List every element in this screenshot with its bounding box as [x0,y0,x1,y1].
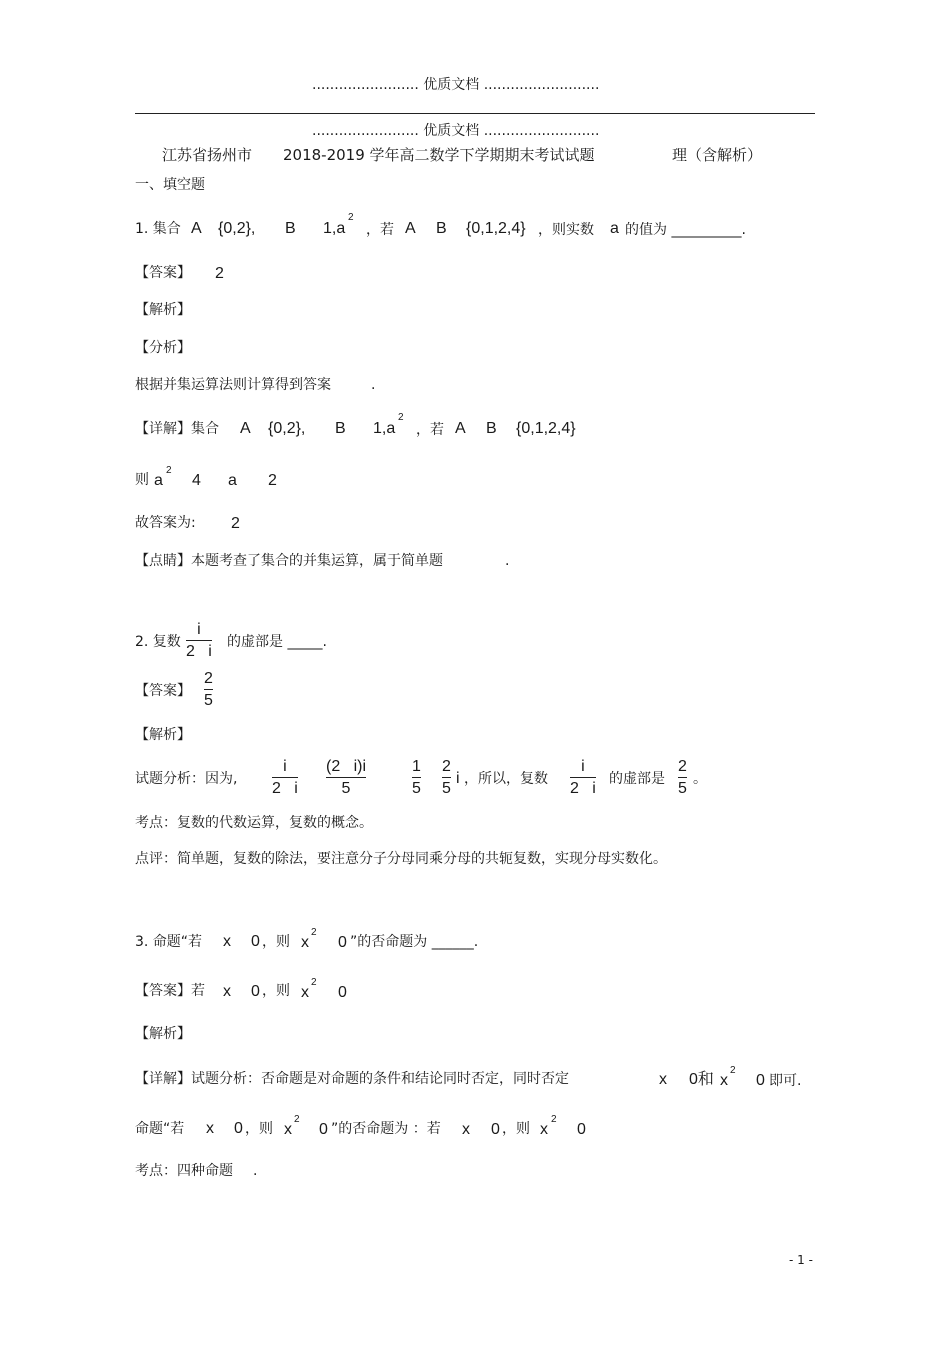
q3-line2-mid: ”的否命题为 ：若 [331,1121,441,1137]
q2-frac5-bar [570,777,596,778]
q3-then: ，则 [262,934,290,950]
q3-line2-zero: 0 [234,1120,243,1137]
doc-title-part2: 2018-2019 学年高二数学下学期期末考试试题 [283,146,595,164]
q2-frac4-denominator: 5 [442,780,451,797]
q2-fraction-denominator: 2 i [186,643,212,660]
q2-frac1-numerator: i [283,758,287,775]
q1-fenxi-label: 【分析】 [135,340,191,356]
q3-answer-exponent: 2 [311,977,317,988]
q2-imag-unit: i [456,770,460,787]
q1-setA: {0,2}, [218,220,256,237]
q3-line2-x4: x [540,1121,548,1138]
q1-then-4: 4 [192,472,201,489]
q3-detail-zero2: 0 [756,1072,765,1089]
q2-explain-frac6 [678,757,687,798]
page-number: - 1 - [789,1253,813,1267]
q1-answer: 2 [215,265,224,282]
q3-line2-exponent2: 2 [551,1114,557,1125]
q3-kaodian: 考点：四种命题 [135,1163,233,1179]
q3-line2-x3: x [462,1121,470,1138]
q2-answer-fraction [204,669,213,710]
q3-analysis-label: 【解析】 [135,1026,191,1042]
q1-var: a [610,220,619,237]
q2-so-text: ，所以，复数 [464,771,548,787]
q2-fraction [186,620,212,661]
q1-detail-B: B [335,420,346,437]
q1-if: ，若 [366,222,394,238]
q2-frac6-numerator: 2 [678,758,687,775]
q1-detail-setA: {0,2}, [268,420,306,437]
q2-frac4-bar [442,777,451,778]
q2-frac2-bar [326,777,366,778]
q1-detail-setB: 1,a [373,420,396,437]
q1-comment: 【点睛】本题考查了集合的并集运算，属于简单题 [135,553,443,569]
q3-answer-x: x [223,983,231,1000]
q1-detail-label: 【详解】集合 [135,421,219,437]
q1-B2: B [436,220,447,237]
q1-B: B [285,220,296,237]
q1-exponent: 2 [348,212,354,223]
q3-x2: x [301,934,309,951]
q2-explain-frac5 [570,757,596,798]
q3-line2-prefix: 命题“若 [135,1121,185,1137]
q2-dianping: 点评：简单题，复数的除法，要注意分子分母同乘分母的共轭复数，实现分母实数化。 [135,851,667,867]
q3-detail-zero-and: 0和 [689,1071,714,1088]
header-rule [135,113,815,114]
q3-line2-zero2: 0 [319,1121,328,1138]
q1-then-a: a [154,472,163,489]
q2-frac5-denominator: 2 i [570,780,596,797]
q2-kaodian: 考点：复数的代数运算，复数的概念。 [135,815,373,831]
q3-answer-x2: x [301,984,309,1001]
q3-answer-zero2: 0 [338,984,347,1001]
q3-kaodian-dot: . [253,1163,258,1179]
q1-A2: A [405,220,416,237]
q1-so-value: 2 [231,515,240,532]
q2-frac5-numerator: i [581,758,585,775]
top-watermark: ........................ 优质文档 .......................... [312,77,600,93]
q3-line2-zero4: 0 [577,1121,586,1138]
q2-answer-label: 【答案】 [135,683,191,699]
q1-tail: ，则实数 [538,222,594,238]
q2-explain-label: 试题分析：因为, [135,771,238,787]
section-heading: 一、填空题 [135,177,205,193]
q1-detail-if: ，若 [416,422,444,438]
q2-answer-denominator: 5 [204,692,213,709]
q1-prefix: 1. 集合 [135,221,181,237]
q2-frac3-numerator: 1 [412,758,421,775]
q1-then-a2: a [228,472,237,489]
q1-then-2: 2 [268,472,277,489]
q3-detail-x: x [659,1071,667,1088]
q2-tail: 的虚部是 _____. [227,634,327,650]
q3-x: x [223,933,231,950]
q2-imag-text: 的虚部是 [609,771,665,787]
q2-answer-numerator: 2 [204,670,213,687]
q1-analysis-label: 【解析】 [135,302,191,318]
q2-frac1-bar [272,777,298,778]
q1-so-label: 故答案为: [135,515,196,531]
q1-A: A [191,220,202,237]
q2-explain-frac1 [272,757,298,798]
q3-line2-zero3: 0 [491,1121,500,1138]
q1-comment-dot: . [505,553,510,569]
q1-fenxi-dot: . [371,377,376,393]
q3-line2-x2: x [284,1121,292,1138]
q2-prefix: 2. 复数 [135,634,181,650]
q2-frac1-denominator: 2 i [272,780,298,797]
q3-zero2: 0 [338,934,347,951]
q1-union: {0,1,2,4} [466,220,526,237]
q3-line2-exponent: 2 [294,1114,300,1125]
q1-setB: 1,a [323,220,346,237]
q2-period: 。 [693,771,707,787]
q3-line2-then2: ，则 [502,1121,530,1137]
q1-detail-A2: A [455,420,466,437]
q3-detail-x2: x [720,1072,728,1089]
q1-detail-B2: B [486,420,497,437]
q2-frac4-numerator: 2 [442,758,451,775]
q2-frac3-denominator: 5 [412,780,421,797]
q2-frac6-bar [678,777,687,778]
q1-detail-union: {0,1,2,4} [516,420,576,437]
q1-then-exponent: 2 [166,465,172,476]
q1-tail2: 的值为 __________. [625,222,746,238]
q2-frac2-numerator: (2 i)i [326,758,366,775]
q2-analysis-label: 【解析】 [135,727,191,743]
q2-explain-frac4 [442,757,451,798]
q3-detail-text: 【详解】试题分析：否命题是对命题的条件和结论同时否定，同时否定 [135,1071,569,1087]
q3-answer-then: ，则 [262,983,290,999]
q3-detail-exponent: 2 [730,1065,736,1076]
q1-fenxi-text: 根据并集运算法则计算得到答案 [135,377,331,393]
q3-tail: ”的否命题为 ______. [350,934,479,950]
q2-frac6-denominator: 5 [678,780,687,797]
q3-detail-tail: 即可. [769,1073,802,1089]
doc-title-part1: 江苏省扬州市 [162,146,253,164]
q3-line2-x: x [206,1120,214,1137]
q3-prefix: 3. 命题“若 [135,934,203,950]
q2-explain-frac2 [326,757,366,798]
q2-fraction-bar [186,640,212,641]
q1-detail-exponent: 2 [398,412,404,423]
q1-then-label: 则 [135,472,149,488]
q2-frac3-bar [412,777,421,778]
q1-detail-A: A [240,420,251,437]
doc-title-part3: 理（含解析） [672,146,763,164]
q1-answer-label: 【答案】 [135,265,191,281]
q3-answer-zero: 0 [251,983,260,1000]
q3-line2-then: ，则 [245,1121,273,1137]
q2-frac2-denominator: 5 [341,780,351,797]
q3-exponent: 2 [311,927,317,938]
q2-fraction-numerator: i [197,621,201,638]
q3-answer-label: 【答案】若 [135,983,205,999]
q2-answer-bar [204,689,213,690]
second-watermark: ........................ 优质文档 .......................... [312,123,600,139]
q2-explain-frac3 [412,757,421,798]
q3-zero: 0 [251,933,260,950]
